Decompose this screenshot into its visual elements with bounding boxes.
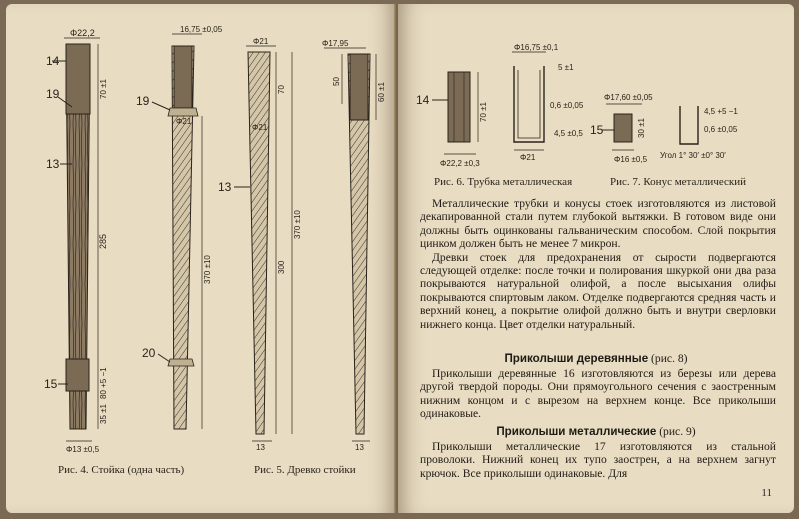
fig-middle-d-top: 16,75 ±0,05 xyxy=(180,25,223,34)
fig4-part-14: 14 xyxy=(46,54,60,68)
paragraph-wooden-pegs: Приколыши деревянные 16 изготовляются из березы или дерева другой твердой породы. Они прямоугольного сечения с заостренным нижним концом и с вырезом на верхнем конце. Все приколыши одинаковые. xyxy=(420,367,776,421)
paragraph-finish: Древки стоек для предохранения от сырости подвергаются следующей отделке: после точки и полирования шкуркой они два раза покрываются натуральной олифой, а после высыхания олифы покрываются спиртовым лаком. Отделке подвергаются средняя часть и верхний конец, а покрытие олифой должно быть и внутри сверловки нижнего конца. Цвет отделки натуральный. xyxy=(420,250,776,331)
heading-metal-pegs-bold: Приколыши металлические xyxy=(496,425,657,438)
right-page xyxy=(398,4,794,513)
fig5-dim-70: 70 xyxy=(277,85,286,94)
fig6-d-inner: Φ16,75 ±0,1 xyxy=(514,43,559,52)
fig-middle-part-19: 19 xyxy=(136,94,150,108)
fig5-d-top-a: Φ21 xyxy=(253,37,269,46)
fig5-dim-300: 300 xyxy=(277,260,286,274)
fig7-dim-45: 4,5 +5 −1 xyxy=(704,107,738,116)
fig5-d-mid: Φ21 xyxy=(252,123,268,132)
body-text-block-3 xyxy=(420,440,776,480)
fig4-d-top: Φ22,2 xyxy=(70,28,95,38)
paragraph-tubes: Металлические трубки и конусы стоек изготовляются из листовой декапированной стали путем глубокой вытяжки. В готовом виде они должны быть оцинкованы гальваническим способом. Слой покрытия цинком должен быть не менее 7 микрон. xyxy=(420,197,776,251)
body-text-block-1 xyxy=(420,197,776,331)
fig5-drawing xyxy=(218,37,386,452)
heading-metal-pegs xyxy=(398,425,794,438)
heading-wooden-pegs-ref: (рис. 8) xyxy=(648,352,688,365)
fig7-d-bottom: Φ16 ±0,5 xyxy=(614,155,648,164)
fig6-drawing xyxy=(416,43,584,168)
page-number: 11 xyxy=(761,487,772,499)
fig4-dim-80: 80 +5 −1 xyxy=(99,367,108,399)
fig4-caption: Рис. 4. Стойка (одна часть) xyxy=(58,464,185,476)
fig4-part-13: 13 xyxy=(46,157,60,171)
fig6-part-14: 14 xyxy=(416,93,430,107)
fig7-drawing xyxy=(590,93,738,164)
fig5-caption: Рис. 5. Древко стойки xyxy=(254,464,356,476)
fig4-part-15: 15 xyxy=(44,377,58,391)
fig5-dim-50: 50 xyxy=(332,77,341,86)
fig6-dim-70: 70 ±1 xyxy=(479,102,488,122)
fig4-dim-35: 35 ±1 xyxy=(99,404,108,424)
fig5-d-bottom-b: 13 xyxy=(355,443,364,452)
fig-middle-dim-370: 370 ±10 xyxy=(203,255,212,284)
fig4-dim-285: 285 xyxy=(98,233,108,249)
fig-middle-d-mid: Φ21 xyxy=(176,117,192,126)
fig4-d-bottom: Φ13 ±0,5 xyxy=(66,445,100,454)
fig5-dim-370: 370 ±10 xyxy=(293,210,302,239)
fig-middle-drawing xyxy=(136,25,223,429)
fig-middle-part-20: 20 xyxy=(142,346,156,360)
left-page-drawings xyxy=(6,4,396,513)
fig6-caption: Рис. 6. Трубка металлическая xyxy=(434,176,573,188)
fig7-part-15: 15 xyxy=(590,123,604,137)
fig6-d-21: Φ21 xyxy=(520,153,536,162)
right-page-drawings xyxy=(398,4,794,189)
fig6-dim-5: 5 ±1 xyxy=(558,63,574,72)
heading-metal-pegs-ref: (рис. 9) xyxy=(656,425,696,438)
paragraph-metal-pegs: Приколыши металлические 17 изготовляются из стальной проволоки. Нижний конец их тупо заострен, а на верхнем загнут крючок. Все приколыши одинаковые. Для xyxy=(420,440,776,480)
fig6-dim-06: 0,6 ±0,05 xyxy=(550,101,584,110)
heading-wooden-pegs-bold: Приколыши деревянные xyxy=(504,352,649,365)
fig7-d-top: Φ17,60 ±0,05 xyxy=(604,93,653,102)
body-text-block-2 xyxy=(420,367,776,421)
heading-wooden-pegs xyxy=(398,352,794,365)
fig6-dim-45: 4,5 ±0,5 xyxy=(554,129,583,138)
fig5-part-13: 13 xyxy=(218,180,232,194)
fig5-d-bottom-a: 13 xyxy=(256,443,265,452)
fig7-dim-06: 0,6 ±0,05 xyxy=(704,125,738,134)
fig7-angle: Угол 1° 30′ ±0° 30′ xyxy=(660,151,726,160)
left-page xyxy=(6,4,396,513)
fig7-caption: Рис. 7. Конус металлический xyxy=(610,176,747,188)
fig5-dim-60: 60 ±1 xyxy=(377,82,386,102)
fig5-d-top-b: Φ17,95 xyxy=(322,39,349,48)
fig7-dim-30: 30 ±1 xyxy=(637,118,646,138)
fig6-d-outer: Φ22,2 ±0,3 xyxy=(440,159,480,168)
fig4-part-19: 19 xyxy=(46,87,60,101)
fig4-drawing xyxy=(44,28,108,454)
fig4-dim-70: 70 ±1 xyxy=(99,79,108,99)
